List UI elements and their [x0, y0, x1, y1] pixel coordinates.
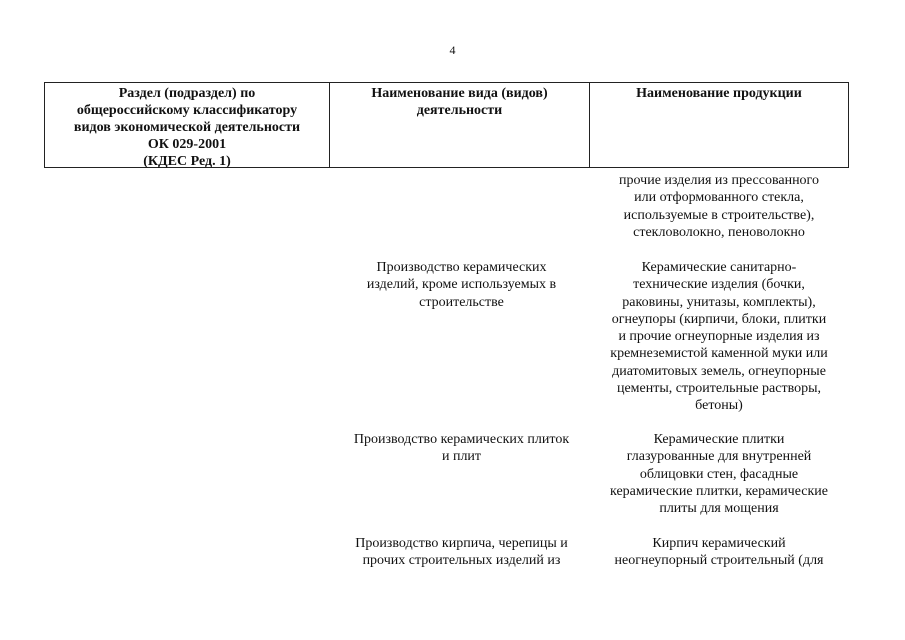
activity-cell: Производство керамических плиток и плит — [353, 432, 570, 465]
header-product-name: Наименование продукции — [636, 86, 802, 101]
header-activity-name: Наименование вида (видов) деятельности — [330, 83, 590, 167]
products-cell: прочие изделия из прессованного или отформованного стекла, используемые в строительстве), стекловолокно, пеноволокно — [619, 173, 819, 240]
products-cell: Кирпич керамический неогнеупорный строительный (для — [614, 536, 824, 569]
products-cell: Керамические санитарно- технические изделия (бочки, раковины, унитазы, комплекты), огнеупоры (кирпичи, блоки, плитки и прочие огнеупорные изделия из кремнеземистой каменной муки или диатомитовых земель, огнеупорные цементы, строительные растворы, бетоны) — [610, 260, 828, 414]
header-okved-section: Раздел (подраздел) по общероссийскому классификатору видов экономической деятельности ОК 029-2001 (КДЕС Ред. 1) — [45, 83, 330, 167]
table-header — [44, 82, 849, 168]
activity-cell: Производство кирпича, черепицы и прочих строительных изделий из — [355, 536, 568, 569]
products-cell: Керамические плитки глазурованные для внутренней облицовки стен, фасадные керамические плитки, керамические плиты для мощения — [610, 432, 828, 517]
page-number: 4 — [449, 43, 456, 57]
activity-cell: Производство керамических изделий, кроме используемых в строительстве — [366, 260, 557, 310]
